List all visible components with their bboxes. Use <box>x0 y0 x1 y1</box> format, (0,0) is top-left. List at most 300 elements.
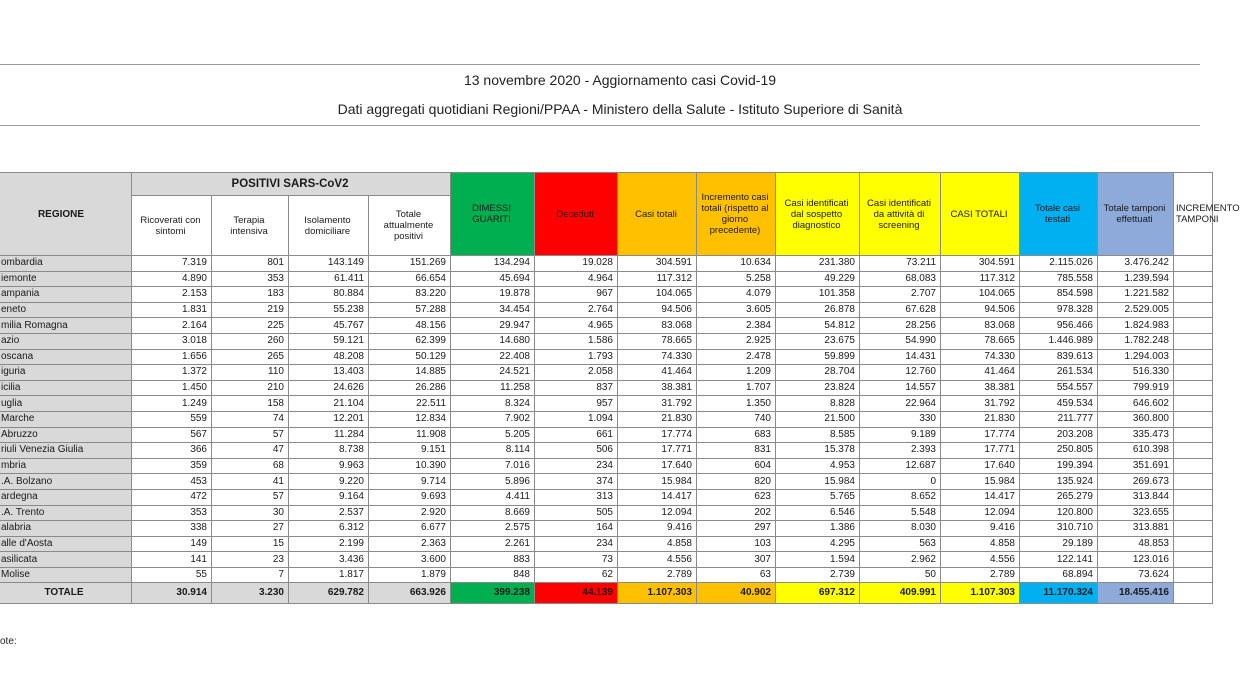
value-cell: 12.201 <box>289 411 369 427</box>
header-sospetto: Casi identificati dal sospetto diagnostico <box>776 173 860 256</box>
value-cell: 1.586 <box>535 333 618 349</box>
value-cell: 4.858 <box>618 536 697 552</box>
region-cell: uglia <box>0 396 132 412</box>
value-cell: 2.261 <box>451 536 535 552</box>
value-cell: 74.330 <box>941 349 1020 365</box>
value-cell: 1.817 <box>289 567 369 583</box>
header-casi-totali-2: CASI TOTALI <box>941 173 1020 256</box>
value-cell: 3.605 <box>697 302 776 318</box>
value-cell: 68.083 <box>860 271 941 287</box>
table-row <box>0 411 1213 427</box>
value-cell: 59.121 <box>289 333 369 349</box>
value-cell: 38.381 <box>941 380 1020 396</box>
value-cell: 3.476.242 <box>1098 256 1174 272</box>
value-cell: 122.141 <box>1020 552 1098 568</box>
value-cell: 45.767 <box>289 318 369 334</box>
value-cell: 231.380 <box>776 256 860 272</box>
header-isolamento: Isolamento domiciliare <box>289 196 369 256</box>
value-cell: 78.665 <box>941 333 1020 349</box>
value-cell: 554.557 <box>1020 380 1098 396</box>
value-cell: 820 <box>697 474 776 490</box>
value-cell: 158 <box>212 396 289 412</box>
value-cell: 17.640 <box>941 458 1020 474</box>
value-cell: 2.153 <box>132 287 212 303</box>
value-cell: 13.403 <box>289 365 369 381</box>
value-cell: 41 <box>212 474 289 490</box>
value-cell: 1.350 <box>697 396 776 412</box>
value-cell: 567 <box>132 427 212 443</box>
value-cell: 12.687 <box>860 458 941 474</box>
table-row <box>0 521 1213 537</box>
value-cell: 9.151 <box>369 443 451 459</box>
table-row <box>0 505 1213 521</box>
incremento-tamponi-cell <box>1174 302 1213 318</box>
value-cell: 5.896 <box>451 474 535 490</box>
value-cell: 11.170.324 <box>1020 583 1098 604</box>
value-cell: 40.902 <box>697 583 776 604</box>
value-cell: 210 <box>212 380 289 396</box>
value-cell: 31.792 <box>618 396 697 412</box>
region-cell: Abruzzo <box>0 427 132 443</box>
value-cell: 17.640 <box>618 458 697 474</box>
incremento-tamponi-cell <box>1174 505 1213 521</box>
value-cell: 74 <box>212 411 289 427</box>
table-row <box>0 567 1213 583</box>
value-cell: 9.164 <box>289 489 369 505</box>
region-cell: oscana <box>0 349 132 365</box>
value-cell: 11.284 <box>289 427 369 443</box>
value-cell: 30.914 <box>132 583 212 604</box>
value-cell: 117.312 <box>618 271 697 287</box>
value-cell: 48.156 <box>369 318 451 334</box>
value-cell: 203.208 <box>1020 427 1098 443</box>
value-cell: 330 <box>860 411 941 427</box>
header-terapia: Terapia intensiva <box>212 196 289 256</box>
value-cell: 2.925 <box>697 333 776 349</box>
value-cell: 2.575 <box>451 521 535 537</box>
value-cell: 54.812 <box>776 318 860 334</box>
value-cell: 516.330 <box>1098 365 1174 381</box>
value-cell: 17.771 <box>618 443 697 459</box>
incremento-tamponi-cell <box>1174 583 1213 604</box>
table-row <box>0 443 1213 459</box>
value-cell: 120.800 <box>1020 505 1098 521</box>
value-cell: 78.665 <box>618 333 697 349</box>
value-cell: 2.707 <box>860 287 941 303</box>
value-cell: 1.386 <box>776 521 860 537</box>
value-cell: 50.129 <box>369 349 451 365</box>
value-cell: 21.830 <box>941 411 1020 427</box>
value-cell: 353 <box>132 505 212 521</box>
value-cell: 103 <box>697 536 776 552</box>
table-row <box>0 302 1213 318</box>
value-cell: 15.378 <box>776 443 860 459</box>
value-cell: 219 <box>212 302 289 318</box>
value-cell: 967 <box>535 287 618 303</box>
value-cell: 9.714 <box>369 474 451 490</box>
value-cell: 1.221.582 <box>1098 287 1174 303</box>
value-cell: 57 <box>212 427 289 443</box>
value-cell: 28.704 <box>776 365 860 381</box>
value-cell: 8.114 <box>451 443 535 459</box>
value-cell: 5.258 <box>697 271 776 287</box>
value-cell: 1.879 <box>369 567 451 583</box>
region-cell: azio <box>0 333 132 349</box>
region-cell: eneto <box>0 302 132 318</box>
header-incremento-tamponi: INCREMENTO TAMPONI <box>1174 173 1213 256</box>
incremento-tamponi-cell <box>1174 427 1213 443</box>
value-cell: 104.065 <box>941 287 1020 303</box>
value-cell: 17.774 <box>941 427 1020 443</box>
incremento-tamponi-cell <box>1174 536 1213 552</box>
value-cell: 683 <box>697 427 776 443</box>
value-cell: 14.431 <box>860 349 941 365</box>
value-cell: 2.920 <box>369 505 451 521</box>
value-cell: 14.885 <box>369 365 451 381</box>
value-cell: 335.473 <box>1098 427 1174 443</box>
header-dimessi: DIMESSI GUARITI <box>451 173 535 256</box>
value-cell: 18.455.416 <box>1098 583 1174 604</box>
value-cell: 94.506 <box>618 302 697 318</box>
value-cell: 62.399 <box>369 333 451 349</box>
value-cell: 19.878 <box>451 287 535 303</box>
value-cell: 399.238 <box>451 583 535 604</box>
value-cell: 307 <box>697 552 776 568</box>
value-cell: 41.464 <box>941 365 1020 381</box>
table-row <box>0 349 1213 365</box>
value-cell: 8.585 <box>776 427 860 443</box>
value-cell: 1.594 <box>776 552 860 568</box>
value-cell: 19.028 <box>535 256 618 272</box>
table-body <box>0 256 1213 604</box>
value-cell: 313.881 <box>1098 521 1174 537</box>
value-cell: 59.899 <box>776 349 860 365</box>
value-cell: 4.890 <box>132 271 212 287</box>
value-cell: 9.693 <box>369 489 451 505</box>
incremento-tamponi-cell <box>1174 552 1213 568</box>
value-cell: 8.324 <box>451 396 535 412</box>
region-cell: ampania <box>0 287 132 303</box>
region-cell: iguria <box>0 365 132 381</box>
value-cell: 409.991 <box>860 583 941 604</box>
incremento-tamponi-cell <box>1174 489 1213 505</box>
value-cell: 57 <box>212 489 289 505</box>
value-cell: 3.230 <box>212 583 289 604</box>
value-cell: 360.800 <box>1098 411 1174 427</box>
document-title: 13 novembre 2020 - Aggiornamento casi Covid-19 <box>463 72 777 88</box>
value-cell: 104.065 <box>618 287 697 303</box>
notes-label: ote: <box>0 636 17 647</box>
value-cell: 2.164 <box>132 318 212 334</box>
value-cell: 956.466 <box>1020 318 1098 334</box>
value-cell: 785.558 <box>1020 271 1098 287</box>
value-cell: 353 <box>212 271 289 287</box>
value-cell: 4.295 <box>776 536 860 552</box>
value-cell: 135.924 <box>1020 474 1098 490</box>
incremento-tamponi-cell <box>1174 333 1213 349</box>
value-cell: 30 <box>212 505 289 521</box>
value-cell: 604 <box>697 458 776 474</box>
value-cell: 68.894 <box>1020 567 1098 583</box>
value-cell: 27 <box>212 521 289 537</box>
value-cell: 22.511 <box>369 396 451 412</box>
region-cell: icilia <box>0 380 132 396</box>
value-cell: 1.239.594 <box>1098 271 1174 287</box>
value-cell: 74.330 <box>618 349 697 365</box>
value-cell: 2.058 <box>535 365 618 381</box>
value-cell: 199.394 <box>1020 458 1098 474</box>
table-row <box>0 474 1213 490</box>
value-cell: 1.107.303 <box>941 583 1020 604</box>
value-cell: 80.884 <box>289 287 369 303</box>
value-cell: 41.464 <box>618 365 697 381</box>
value-cell: 623 <box>697 489 776 505</box>
value-cell: 563 <box>860 536 941 552</box>
value-cell: 22.964 <box>860 396 941 412</box>
value-cell: 73.624 <box>1098 567 1174 583</box>
value-cell: 2.393 <box>860 443 941 459</box>
value-cell: 261.534 <box>1020 365 1098 381</box>
table-row <box>0 536 1213 552</box>
value-cell: 2.789 <box>618 567 697 583</box>
value-cell: 338 <box>132 521 212 537</box>
value-cell: 1.209 <box>697 365 776 381</box>
value-cell: 48.853 <box>1098 536 1174 552</box>
header-regione: REGIONE <box>0 173 132 256</box>
value-cell: 4.411 <box>451 489 535 505</box>
incremento-tamponi-cell <box>1174 443 1213 459</box>
value-cell: 740 <box>697 411 776 427</box>
incremento-tamponi-cell <box>1174 349 1213 365</box>
region-cell: riuli Venezia Giulia <box>0 443 132 459</box>
incremento-tamponi-cell <box>1174 318 1213 334</box>
value-cell: 68 <box>212 458 289 474</box>
value-cell: 1.824.983 <box>1098 318 1174 334</box>
table-row <box>0 365 1213 381</box>
value-cell: 839.613 <box>1020 349 1098 365</box>
value-cell: 4.965 <box>535 318 618 334</box>
top-rule <box>0 64 1200 65</box>
value-cell: 14.557 <box>860 380 941 396</box>
value-cell: 848 <box>451 567 535 583</box>
value-cell: 310.710 <box>1020 521 1098 537</box>
table-row <box>0 380 1213 396</box>
value-cell: 12.834 <box>369 411 451 427</box>
value-cell: 21.500 <box>776 411 860 427</box>
value-cell: 4.953 <box>776 458 860 474</box>
value-cell: 831 <box>697 443 776 459</box>
value-cell: 1.707 <box>697 380 776 396</box>
value-cell: 4.964 <box>535 271 618 287</box>
covid-data-table-container <box>0 172 1240 604</box>
value-cell: 2.363 <box>369 536 451 552</box>
value-cell: 10.390 <box>369 458 451 474</box>
header-casi-totali: Casi totali <box>618 173 697 256</box>
value-cell: 1.249 <box>132 396 212 412</box>
value-cell: 8.669 <box>451 505 535 521</box>
total-row <box>0 583 1213 604</box>
table-row <box>0 427 1213 443</box>
value-cell: 7.016 <box>451 458 535 474</box>
region-cell: alle d'Aosta <box>0 536 132 552</box>
value-cell: 183 <box>212 287 289 303</box>
value-cell: 24.626 <box>289 380 369 396</box>
value-cell: 234 <box>535 458 618 474</box>
value-cell: 313.844 <box>1098 489 1174 505</box>
value-cell: 269.673 <box>1098 474 1174 490</box>
value-cell: 4.556 <box>618 552 697 568</box>
value-cell: 22.408 <box>451 349 535 365</box>
value-cell: 366 <box>132 443 212 459</box>
value-cell: 5.205 <box>451 427 535 443</box>
header-deceduti: Deceduti <box>535 173 618 256</box>
value-cell: 505 <box>535 505 618 521</box>
value-cell: 2.115.026 <box>1020 256 1098 272</box>
value-cell: 67.628 <box>860 302 941 318</box>
value-cell: 29.947 <box>451 318 535 334</box>
value-cell: 661 <box>535 427 618 443</box>
table-row <box>0 489 1213 505</box>
value-cell: 2.384 <box>697 318 776 334</box>
value-cell: 2.537 <box>289 505 369 521</box>
value-cell: 9.416 <box>618 521 697 537</box>
value-cell: 1.107.303 <box>618 583 697 604</box>
value-cell: 123.016 <box>1098 552 1174 568</box>
value-cell: 10.634 <box>697 256 776 272</box>
value-cell: 50 <box>860 567 941 583</box>
value-cell: 8.652 <box>860 489 941 505</box>
value-cell: 5.765 <box>776 489 860 505</box>
region-cell: iemonte <box>0 271 132 287</box>
value-cell: 265 <box>212 349 289 365</box>
incremento-tamponi-cell <box>1174 365 1213 381</box>
value-cell: 23.824 <box>776 380 860 396</box>
value-cell: 15 <box>212 536 289 552</box>
header-totale-positivi: Totale attualmente positivi <box>369 196 451 256</box>
value-cell: 7 <box>212 567 289 583</box>
value-cell: 34.454 <box>451 302 535 318</box>
value-cell: 38.381 <box>618 380 697 396</box>
incremento-tamponi-cell <box>1174 567 1213 583</box>
table-row <box>0 396 1213 412</box>
value-cell: 8.030 <box>860 521 941 537</box>
value-cell: 49.229 <box>776 271 860 287</box>
table-row <box>0 271 1213 287</box>
value-cell: 14.417 <box>618 489 697 505</box>
value-cell: 313 <box>535 489 618 505</box>
incremento-tamponi-cell <box>1174 474 1213 490</box>
region-cell: TOTALE <box>0 583 132 604</box>
value-cell: 453 <box>132 474 212 490</box>
value-cell: 117.312 <box>941 271 1020 287</box>
value-cell: 2.529.005 <box>1098 302 1174 318</box>
value-cell: 55.238 <box>289 302 369 318</box>
incremento-tamponi-cell <box>1174 458 1213 474</box>
value-cell: 101.358 <box>776 287 860 303</box>
value-cell: 21.830 <box>618 411 697 427</box>
header-positivi-group: POSITIVI SARS-CoV2 <box>132 173 451 196</box>
value-cell: 143.149 <box>289 256 369 272</box>
value-cell: 5.548 <box>860 505 941 521</box>
incremento-tamponi-cell <box>1174 287 1213 303</box>
value-cell: 1.782.248 <box>1098 333 1174 349</box>
value-cell: 45.694 <box>451 271 535 287</box>
value-cell: 2.764 <box>535 302 618 318</box>
value-cell: 3.600 <box>369 552 451 568</box>
value-cell: 134.294 <box>451 256 535 272</box>
region-cell: asilicata <box>0 552 132 568</box>
incremento-tamponi-cell <box>1174 396 1213 412</box>
value-cell: 15.984 <box>618 474 697 490</box>
region-cell: Marche <box>0 411 132 427</box>
header-tamponi: Totale tamponi effettuati <box>1098 173 1174 256</box>
value-cell: 26.878 <box>776 302 860 318</box>
value-cell: 66.654 <box>369 271 451 287</box>
value-cell: 629.782 <box>289 583 369 604</box>
value-cell: 646.602 <box>1098 396 1174 412</box>
region-cell: Molise <box>0 567 132 583</box>
region-cell: .A. Trento <box>0 505 132 521</box>
region-cell: ombardia <box>0 256 132 272</box>
value-cell: 141 <box>132 552 212 568</box>
value-cell: 26.286 <box>369 380 451 396</box>
value-cell: 17.774 <box>618 427 697 443</box>
value-cell: 837 <box>535 380 618 396</box>
header-testati: Totale casi testati <box>1020 173 1098 256</box>
value-cell: 4.079 <box>697 287 776 303</box>
bottom-rule <box>0 125 1200 126</box>
header-incremento: Incremento casi totali (rispetto al giorno precedente) <box>697 173 776 256</box>
value-cell: 559 <box>132 411 212 427</box>
table-row <box>0 256 1213 272</box>
value-cell: 1.831 <box>132 302 212 318</box>
value-cell: 2.789 <box>941 567 1020 583</box>
incremento-tamponi-cell <box>1174 271 1213 287</box>
table-row <box>0 552 1213 568</box>
value-cell: 957 <box>535 396 618 412</box>
region-cell: ardegna <box>0 489 132 505</box>
value-cell: 0 <box>860 474 941 490</box>
value-cell: 304.591 <box>941 256 1020 272</box>
value-cell: 1.446.989 <box>1020 333 1098 349</box>
value-cell: 2.962 <box>860 552 941 568</box>
value-cell: 54.990 <box>860 333 941 349</box>
value-cell: 854.598 <box>1020 287 1098 303</box>
table-row <box>0 458 1213 474</box>
value-cell: 9.963 <box>289 458 369 474</box>
incremento-tamponi-cell <box>1174 521 1213 537</box>
table-row <box>0 318 1213 334</box>
value-cell: 12.094 <box>941 505 1020 521</box>
value-cell: 697.312 <box>776 583 860 604</box>
region-cell: .A. Bolzano <box>0 474 132 490</box>
value-cell: 1.450 <box>132 380 212 396</box>
value-cell: 260 <box>212 333 289 349</box>
value-cell: 83.068 <box>941 318 1020 334</box>
value-cell: 23.675 <box>776 333 860 349</box>
value-cell: 1.793 <box>535 349 618 365</box>
value-cell: 6.546 <box>776 505 860 521</box>
value-cell: 15.984 <box>941 474 1020 490</box>
value-cell: 265.279 <box>1020 489 1098 505</box>
value-cell: 323.655 <box>1098 505 1174 521</box>
value-cell: 359 <box>132 458 212 474</box>
incremento-tamponi-cell <box>1174 256 1213 272</box>
value-cell: 7.319 <box>132 256 212 272</box>
value-cell: 12.094 <box>618 505 697 521</box>
value-cell: 21.104 <box>289 396 369 412</box>
value-cell: 459.534 <box>1020 396 1098 412</box>
